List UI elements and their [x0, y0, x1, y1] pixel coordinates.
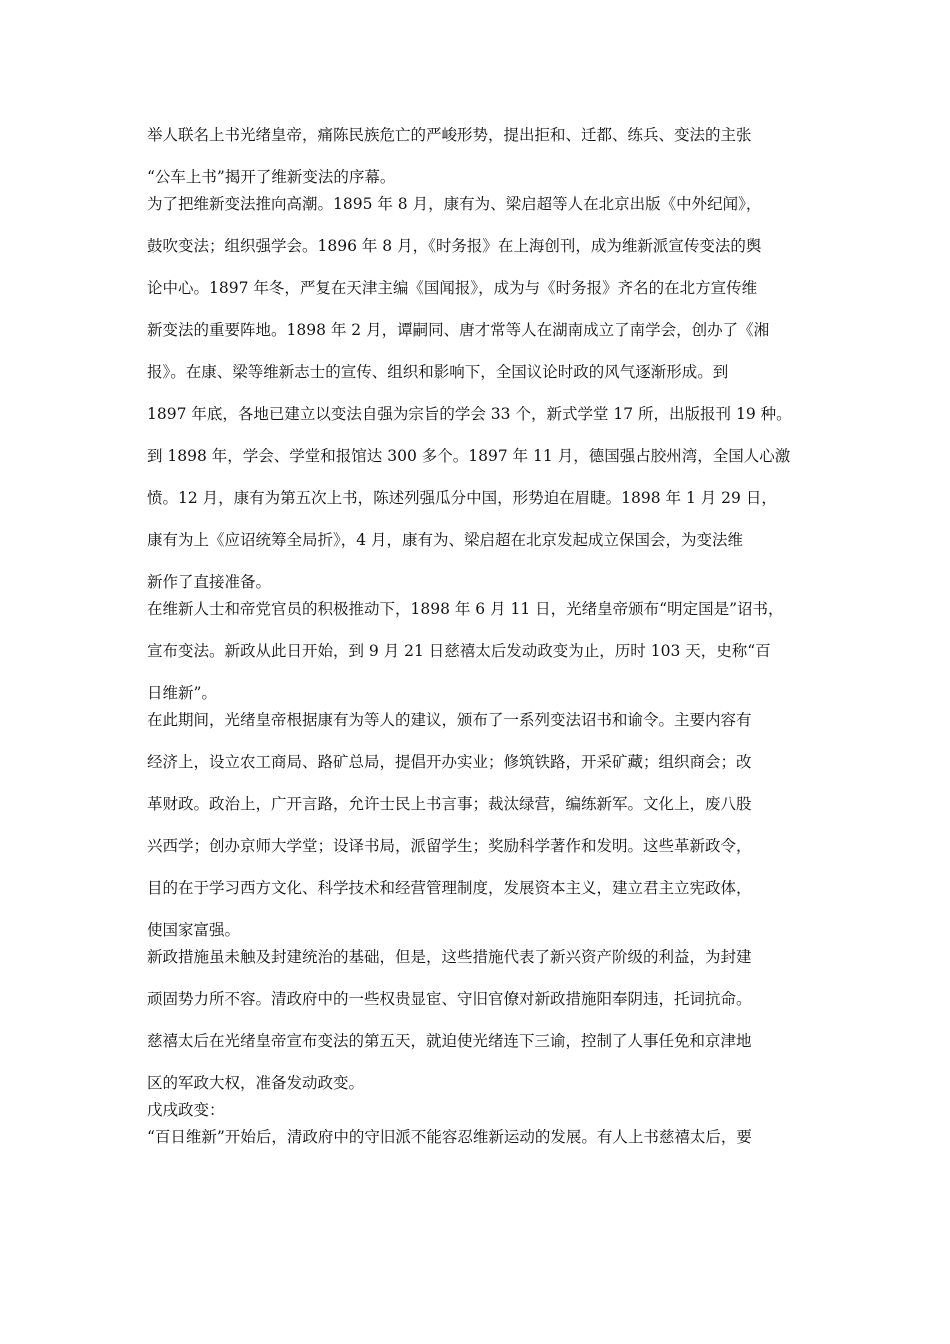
section-heading: 戊戌政变： — [147, 1101, 225, 1119]
text-line: 康有为上《应诏统筹全局折》，4 月，康有为、梁启超在北京发起成立保国会，为变法维 — [147, 531, 744, 549]
document-body — [147, 122, 819, 1151]
text-line: 宣布变法。新政从此日开始，到 9 月 21 日慈禧太后发动政变为止，历时 103 天，史称“百 — [147, 642, 771, 660]
text-line: 兴西学；创办京师大学堂；设译书局，派留学生；奖励科学著作和发明。这些革新政令， — [147, 837, 752, 855]
text-line: “公车上书”揭开了维新变法的序幕。 — [147, 168, 396, 186]
text-line: 鼓吹变法；组织强学会。1896 年 8 月，《时务报》在上海创刊，成为维新派宣传变法的舆 — [147, 237, 762, 255]
text-line: 论中心。1897 年冬，严复在天津主编《国闻报》，成为与《时务报》齐名的在北方宣传维 — [147, 279, 758, 297]
text-line: 新变法的重要阵地。1898 年 2 月，谭嗣同、唐才常等人在湖南成立了南学会，创办了《湘 — [147, 321, 770, 339]
text-line: 到 1898 年，学会、学堂和报馆达 300 多个。1897 年 11 月，德国强占胶州湾，全国人心激 — [147, 447, 791, 465]
text-line: 1897 年底，各地已建立以变法自强为宗旨的学会 33 个，新式学堂 17 所，出版报刊 19 种。 — [147, 405, 792, 423]
text-line: 日维新”。 — [147, 684, 217, 702]
text-line: 新政措施虽未触及封建统治的基础，但是，这些措施代表了新兴资产阶级的利益，为封建 — [147, 948, 752, 966]
text-line: 举人联名上书光绪皇帝，痛陈民族危亡的严峻形势，提出拒和、迁都、练兵、变法的主张 — [147, 126, 752, 144]
text-line: 顽固势力所不容。清政府中的一些权贵显宦、守旧官僚对新政措施阳奉阴违，托词抗命。 — [147, 990, 752, 1008]
text-line: 为了把维新变法推向高潮。1895 年 8 月，康有为、梁启超等人在北京出版《中外纪闻》， — [147, 195, 762, 213]
text-line: 革财政。政治上，广开言路，允许士民上书言事；裁汰绿营，编练新军。文化上，废八股 — [147, 795, 752, 813]
text-line: 在此期间，光绪皇帝根据康有为等人的建议，颁布了一系列变法诏书和谕令。主要内容有 — [147, 711, 752, 729]
text-line: 经济上，设立农工商局、路矿总局，提倡开办实业；修筑铁路，开采矿藏；组织商会；改 — [147, 753, 752, 771]
text-line: 报》。在康、梁等维新志士的宣传、组织和影响下，全国议论时政的风气逐渐形成。到 — [147, 363, 729, 381]
text-line: 区的军政大权，准备发动政变。 — [147, 1074, 365, 1092]
text-line: “百日维新”开始后，清政府中的守旧派不能容忍维新运动的发展。有人上书慈禧太后，要 — [147, 1128, 752, 1146]
text-line: 使国家富强。 — [147, 921, 241, 939]
text-line: 在维新人士和帝党官员的积极推动下，1898 年 6 月 11 日，光绪皇帝颁布“明定国是”诏书， — [147, 600, 784, 618]
text-line: 慈禧太后在光绪皇帝宣布变法的第五天，就迫使光绪连下三谕，控制了人事任免和京津地 — [147, 1032, 752, 1050]
text-line: 愤。12 月，康有为第五次上书，陈述列强瓜分中国，形势迫在眉睫。1898 年 1 月 29 日， — [147, 489, 777, 507]
text-line: 目的在于学习西方文化、科学技术和经营管理制度，发展资本主义，建立君主立宪政体， — [147, 879, 752, 897]
text-line: 新作了直接准备。 — [147, 573, 272, 591]
